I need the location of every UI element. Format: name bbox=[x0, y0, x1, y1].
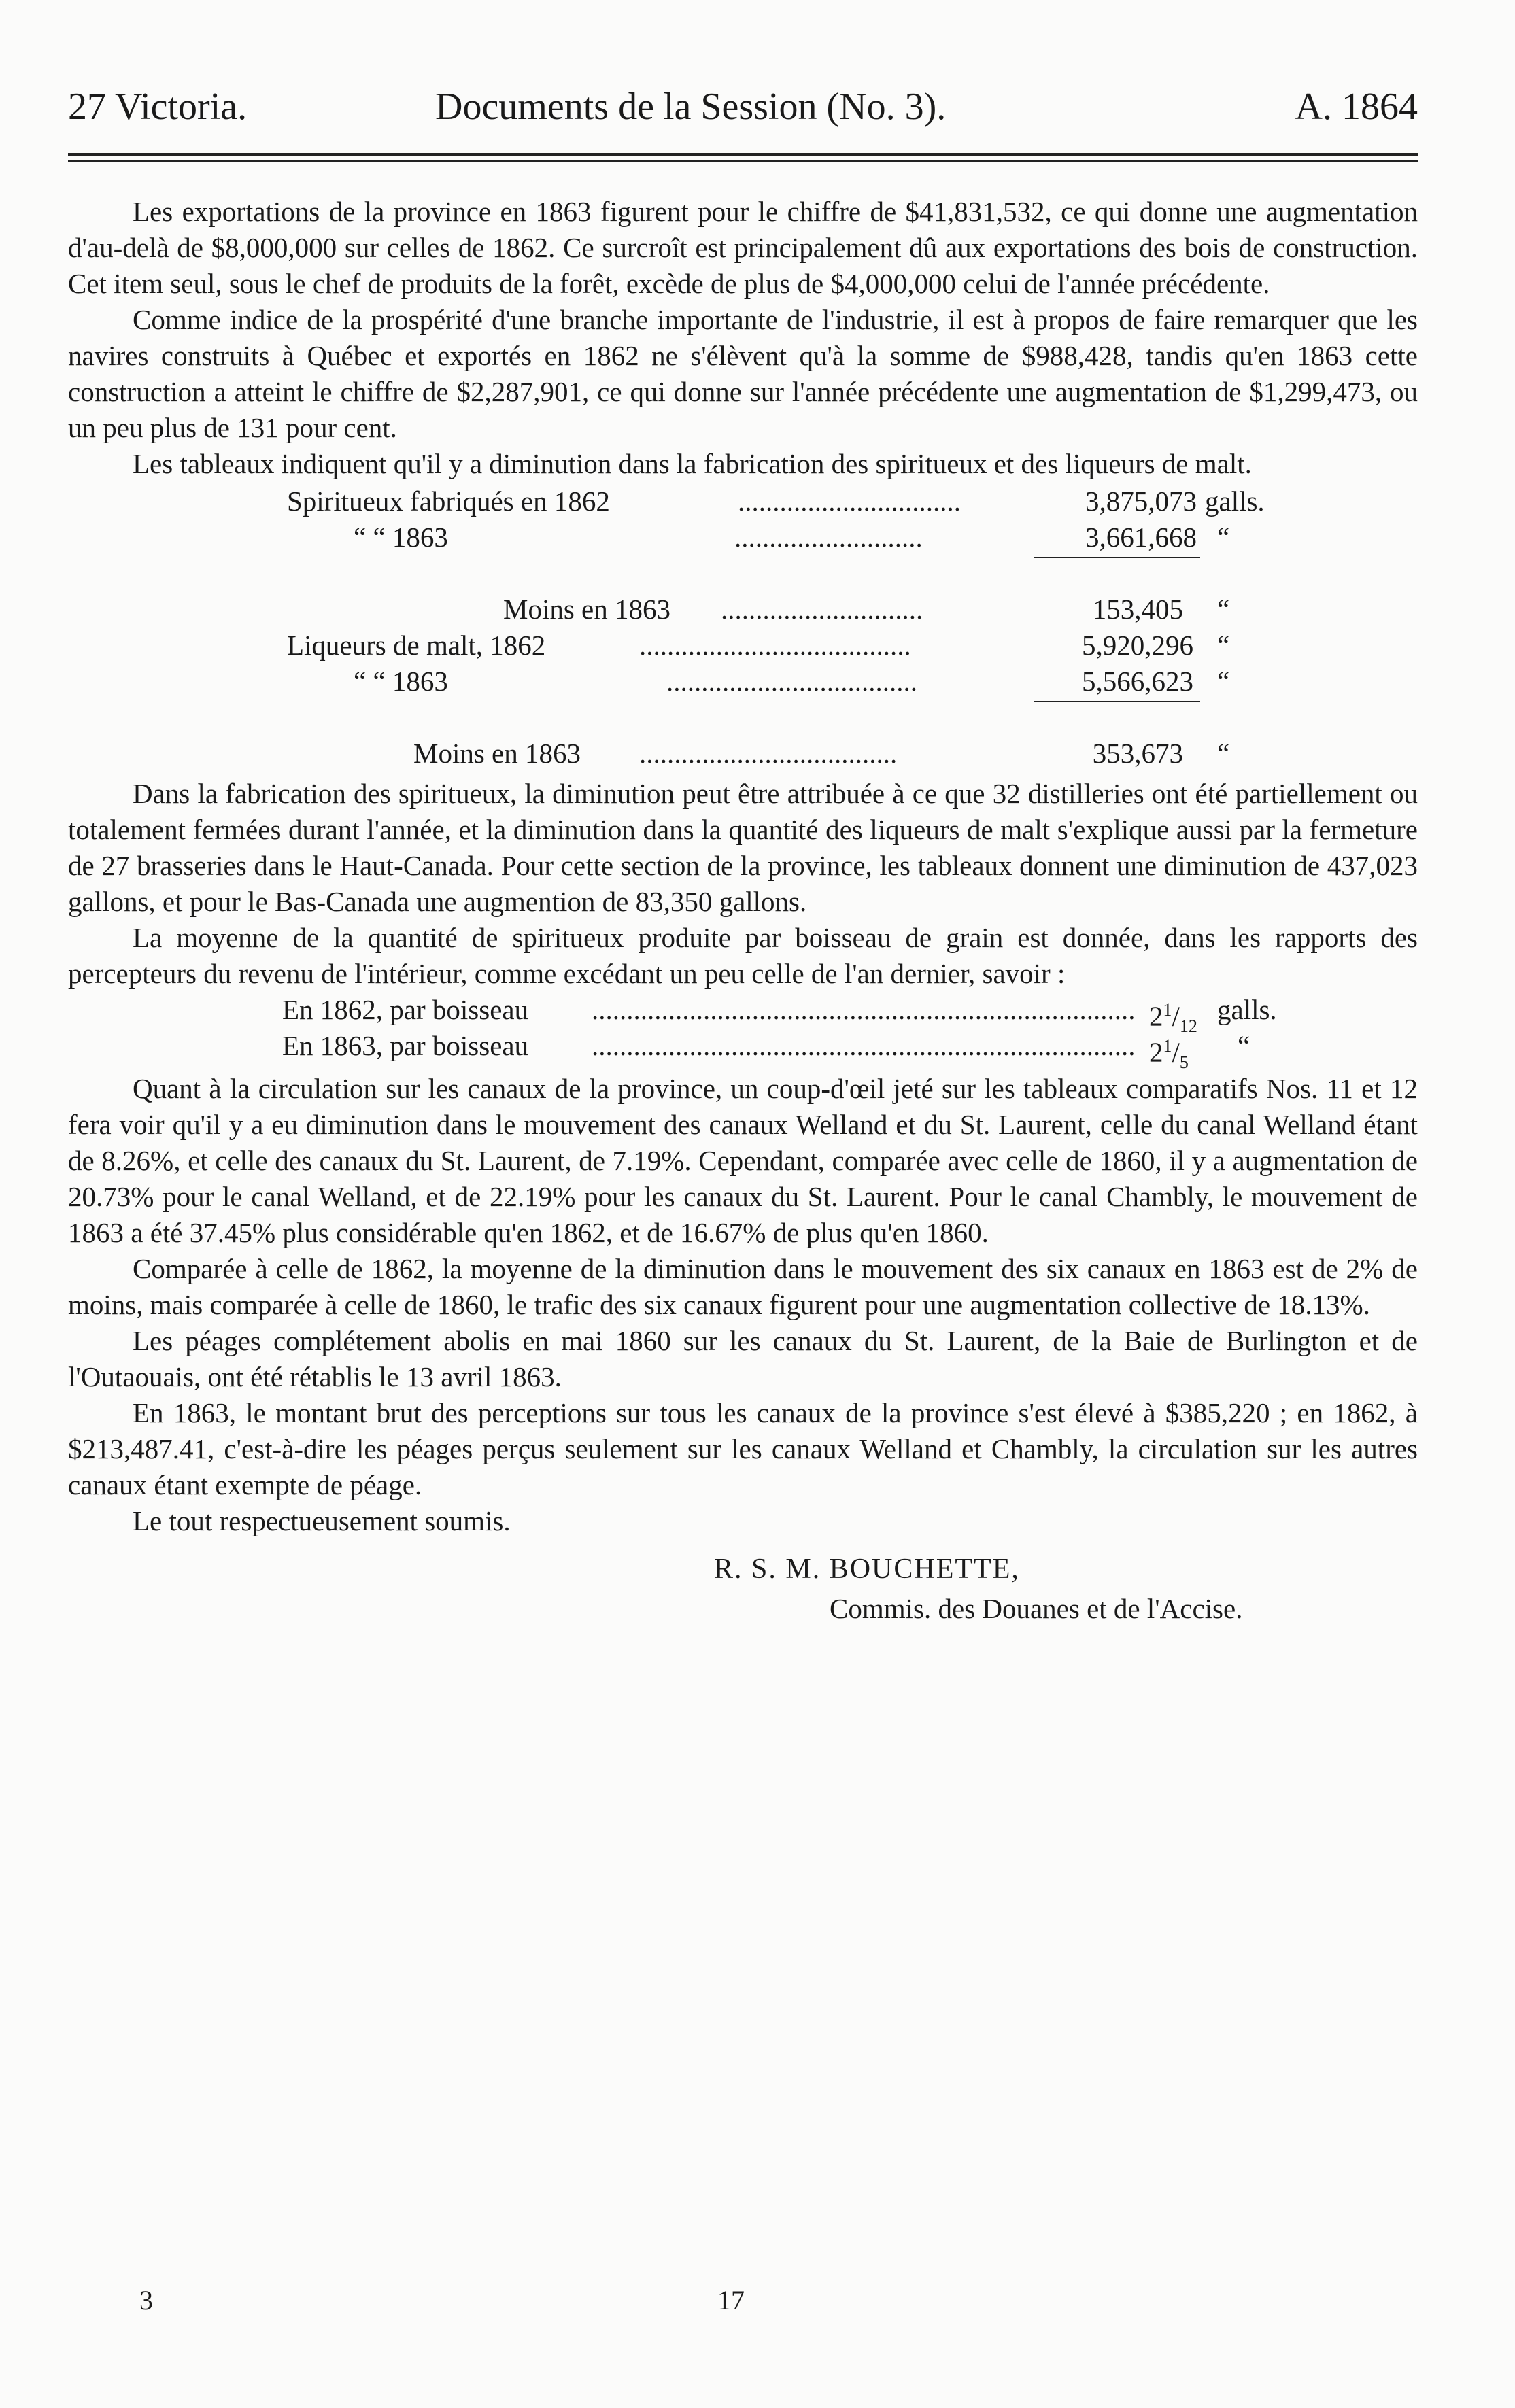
table-row bbox=[68, 627, 1418, 664]
signatory-name: R. S. M. BOUCHETTE, bbox=[714, 1553, 1020, 1585]
signatory-title: Commis. des Douanes et de l'Accise. bbox=[830, 1593, 1243, 1624]
leader-dots: ............................. bbox=[721, 594, 923, 625]
row-value: 5,566,623 bbox=[1082, 666, 1193, 697]
row-label: Moins en 1863 bbox=[503, 594, 670, 625]
row-value: 3,661,668 bbox=[1085, 521, 1197, 553]
table-row bbox=[68, 992, 1418, 1036]
sum-rule bbox=[1034, 557, 1200, 558]
row-label: Moins en 1863 bbox=[413, 738, 581, 769]
header-year: A. 1864 bbox=[1295, 86, 1418, 128]
leader-dots: .............................................................................. bbox=[592, 1030, 1136, 1061]
page-header bbox=[68, 71, 1418, 133]
header-rule-thin bbox=[68, 160, 1418, 162]
paragraph-spirits-intro: Les tableaux indiquent qu'il y a diminution dans la fabrication des spiritueux et des liqueurs de malt. bbox=[133, 448, 1252, 479]
spirits-table bbox=[68, 483, 1418, 772]
paragraph-closing: Le tout respectueusement soumis. bbox=[133, 1505, 511, 1536]
row-label: En 1862, par boisseau bbox=[282, 994, 529, 1025]
row-unit: galls. bbox=[1217, 994, 1277, 1025]
header-volume: 27 Victoria. bbox=[68, 86, 248, 128]
row-label: Spiritueux fabriqués en 1862 bbox=[287, 485, 610, 517]
footer-number: 3 bbox=[139, 2285, 153, 2316]
paragraph-bushel-average: La moyenne de la quantité de spiritueux produite par boisseau de grain est donnée, dans les rapports des percepteurs du revenu de l'intérieur, comme excédant un peu celle de l'an dernier, savoir : bbox=[68, 922, 1418, 989]
row-unit: “ bbox=[1217, 666, 1230, 697]
table-row bbox=[68, 664, 1418, 700]
header-rule-thick bbox=[68, 153, 1418, 156]
row-value: 5,920,296 bbox=[1082, 630, 1193, 661]
paragraph-tolls: Les péages complétement abolis en mai 1860 sur les canaux du St. Laurent, de la Baie de Burlington et de l'Outaouais, ont été rétablis le 13 avril 1863. bbox=[68, 1325, 1418, 1392]
document-body bbox=[68, 194, 1418, 1633]
paragraph-six-canals: Comparée à celle de 1862, la moyenne de la diminution dans le mouvement des six canaux en 1863 est de 2% de moins, mais comparée à celle de 1860, le trafic des six canaux figurent pour une augmentation collective de 18.13%. bbox=[68, 1253, 1418, 1320]
paragraph-distilleries: Dans la fabrication des spiritueux, la diminution peut être attribuée à ce que 32 distilleries ont été partiellement ou totalement fermées durant l'année, et la diminution dans la quantité des liqueurs de malt s'explique aussi par la fermeture de 27 brasseries dans le Haut-Canada. Pour cette section de la province, les tableaux donnent une diminution de 437,023 gallons, et pour le Bas-Canada une augmention de 83,350 gallons. bbox=[68, 778, 1418, 917]
leader-dots: .............................................................................. bbox=[592, 994, 1136, 1025]
page-number: 17 bbox=[717, 2285, 745, 2316]
paragraph-exports: Les exportations de la province en 1863 figurent pour le chiffre de $41,831,532, ce qui donne une augmentation d'au-delà de $8,000,000 sur celles de 1862. Ce surcroît est principalement dû aux exportations des bois de construction. Cet item seul, sous le chef de produits de la forêt, excède de plus de $4,000,000 celui de l'année précédente. bbox=[68, 196, 1418, 299]
paragraph-revenue: En 1863, le montant brut des perceptions sur tous les canaux de la province s'est élevé à $385,220 ; en 1862, à $213,487.41, c'est-à-dire les péages perçus seulement sur les canaux Welland et Chambly, la circulation sur les autres canaux étant exempte de péage. bbox=[68, 1397, 1418, 1500]
table-row bbox=[68, 483, 1418, 519]
leader-dots: ................................ bbox=[738, 485, 961, 517]
row-label: En 1863, par boisseau bbox=[282, 1030, 529, 1061]
bushel-table bbox=[68, 992, 1418, 1072]
leader-dots: ........................... bbox=[734, 521, 923, 553]
row-unit: “ bbox=[1238, 1030, 1250, 1061]
table-row bbox=[68, 519, 1418, 555]
paragraph-canals: Quant à la circulation sur les canaux de la province, un coup-d'œil jeté sur les tableaux comparatifs Nos. 11 et 12 fera voir qu'il y a eu diminution dans le mouvement des canaux Welland et du St. Laurent, celle du canal Welland étant de 8.26%, et celle des canaux du St. Laurent, de 7.19%. Cependant, comparée avec celle de 1860, il y a augmentation de 20.73% pour le canal Welland, et de 22.19% pour les canaux du St. Laurent. Pour le canal Chambly, le mouvement de 1863 a été 37.45% plus considérable qu'en 1862, et de 16.67% de plus qu'en 1860. bbox=[68, 1073, 1418, 1248]
row-fraction: $2^1/_5$ bbox=[1149, 1036, 1189, 1072]
sum-rule bbox=[1034, 701, 1200, 702]
row-unit: “ bbox=[1217, 630, 1230, 661]
leader-dots: ....................................... bbox=[639, 630, 911, 661]
row-unit: “ bbox=[1217, 521, 1230, 553]
table-row bbox=[68, 1028, 1418, 1072]
leader-dots: ..................................... bbox=[639, 738, 898, 769]
table-row bbox=[68, 591, 1418, 627]
row-fraction: $2^1/_{12}$ bbox=[1149, 1000, 1197, 1036]
table-row bbox=[68, 736, 1418, 772]
signature-block bbox=[68, 1551, 1418, 1633]
row-label: “ “ 1863 bbox=[354, 666, 448, 697]
row-value: 153,405 bbox=[1092, 594, 1183, 625]
row-value: 353,673 bbox=[1092, 738, 1183, 769]
paragraph-shipbuilding: Comme indice de la prospérité d'une branche importante de l'industrie, il est à propos de faire remarquer que les navires construits à Québec et exportés en 1862 ne s'élèvent qu'à la somme de $988,428, tandis qu'en 1863 cette construction a atteint le chiffre de $2,287,901, ce qui donne sur l'année précédente une augmentation de $1,299,473, ou un peu plus de 131 pour cent. bbox=[68, 304, 1418, 443]
row-unit: “ bbox=[1217, 594, 1230, 625]
row-unit: galls. bbox=[1205, 485, 1265, 517]
header-title: Documents de la Session (No. 3). bbox=[435, 86, 947, 128]
leader-dots: .................................... bbox=[666, 666, 917, 697]
row-label: Liqueurs de malt, 1862 bbox=[287, 630, 546, 661]
row-value: 3,875,073 bbox=[1085, 485, 1197, 517]
row-unit: “ bbox=[1217, 738, 1230, 769]
row-label: “ “ 1863 bbox=[354, 521, 448, 553]
